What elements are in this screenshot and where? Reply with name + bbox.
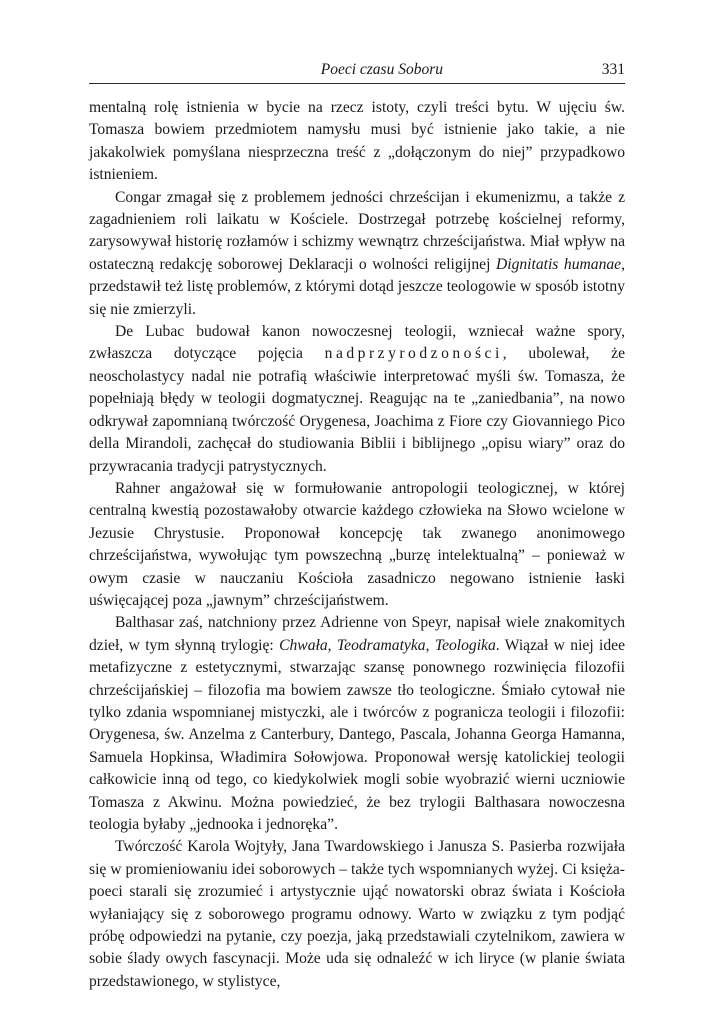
- italic-title: Chwała: [279, 636, 328, 654]
- paragraph-balthasar: [89, 612, 625, 836]
- paragraph-rahner: [89, 478, 625, 612]
- paragraph-text: De Lubac budował kanon nowoczesnej teologii, wzniecał ważne spory, zwłaszcza dotyczące pojęcia: [89, 323, 625, 363]
- paragraph-text: Balthasar zaś, natchniony przez Adrienne von Speyr, napisał wiele znakomitych dzieł, w tym słynną trylogię:: [89, 614, 625, 654]
- book-page: [89, 58, 625, 993]
- spaced-term: nadprzyrodzoności: [324, 345, 503, 363]
- paragraph-text: , ubolewał, że neoscholastycy nadal nie potrafią właściwie interpretować myśli św. Tomasza, że popełniają błędy w teologii dogmatycznej. Reagując na te „zaniedbania”, na nowo odkrywał zapomnianą twórczość Orygenesa, Joachima z Fiore czy Giovanniego Pico della Mirandoli, zachęcał do studiowania Biblii i biblijnego „opisu wiary” oraz do przywracania tradycji patrystycznych.: [89, 345, 625, 475]
- paragraph-text: Rahner angażował się w formułowanie antropologii teologicznej, w której centralną kwestią pozostawałoby otwarcie każdego człowieka na Słowo wcielone w Jezusie Chrystusie. Proponował koncepcję tak zwanego anonimowego chrześcijaństwa, wywołując tym powszechną „burzę intelektualną” – ponieważ w owym czasie w nauczaniu Kościoła zasadniczo negowano istnienie łaski uświęcającej poza „jawnym” chrześcijaństwem.: [89, 479, 625, 609]
- paragraph-congar: [89, 187, 625, 321]
- paragraph-text: ,: [327, 636, 337, 654]
- paragraph-poets: [89, 836, 625, 993]
- page-number: 331: [601, 61, 625, 78]
- paragraph-text: Congar zmagał się z problemem jedności chrześcijan i ekumenizmu, a także z zagadnieniem roli laikatu w Kościele. Dostrzegał potrzebę kościelnej reformy, zarysowywał historię rozłamów i schizmy wewnątrz chrześcijaństwa. Miał wpływ na ostateczną redakcję soborowej Deklaracji o wolności religijnej: [89, 188, 625, 273]
- italic-title: Teologika: [434, 636, 496, 654]
- italic-title: Dignitatis humanae: [495, 255, 622, 273]
- paragraph-text: Twórczość Karola Wojtyły, Jana Twardowskiego i Janusza S. Pasierba rozwijała się w promieniowaniu idei soborowych – także tych wspomnianych wyżej. Ci księża-poeci starali się zrozumieć i artystycznie ująć nowatorski obraz świata i Kościoła wyłaniający się z soborowego programu odnowy. Warto w związku z tym podjąć próbę odpowiedzi na pytanie, czy poezja, jaką przedstawiali czytelnikom, zawiera w sobie ślady owych fascynacji. Może uda się odnaleźć w ich liryce (w planie świata przedstawionego, w stylistyce,: [89, 838, 625, 990]
- body-text: [89, 97, 625, 993]
- paragraph-text: mentalną rolę istnienia w bycie na rzecz istoty, czyli treści bytu. W ujęciu św. Tomasza bowiem przedmiotem namysłu musi być istnienie jako takie, a nie jakakolwiek pomyślana niesprzeczna treść z „dołączonym do niej” przypadkowo istnieniem.: [89, 99, 625, 184]
- running-title: Poeci czasu Soboru: [320, 61, 443, 78]
- paragraph-text: , przedstawił też listę problemów, z którymi dotąd jeszcze teologowie w sposób istotny się nie zmierzyli.: [89, 255, 625, 318]
- italic-title: Teodramatyka: [336, 636, 426, 654]
- header-rule: [89, 83, 625, 84]
- paragraph-text: . Wiązał w niej idee metafizyczne z estetycznymi, stwarzając szansę ponownego rozwinięcia filozofii chrześcijańskiej – filozofia ma bowiem zawsze tło teologiczne. Śmiało cytował nie tylko zdania wspomnianej mistyczki, ale i twórców z pogranicza teologii i filozofii: Orygenesa, św. Anzelma z Canterbury, Dantego, Pascala, Johanna Georga Hamanna, Samuela Hopkinsa, Władimira Sołowjowa. Proponował wersję katolickiej teologii całkowicie inną od tego, co kiedykolwiek mogli sobie wyobrazić wierni uczniowie Tomasza z Akwinu. Można powiedzieć, że bez trylogii Balthasara nowoczesna teologia byłaby „jednooka i jednoręka”.: [89, 636, 625, 833]
- paragraph-de-lubac: [89, 321, 625, 478]
- running-header: [89, 58, 625, 82]
- paragraph-text: ,: [425, 636, 435, 654]
- paragraph-continuation: [89, 97, 625, 187]
